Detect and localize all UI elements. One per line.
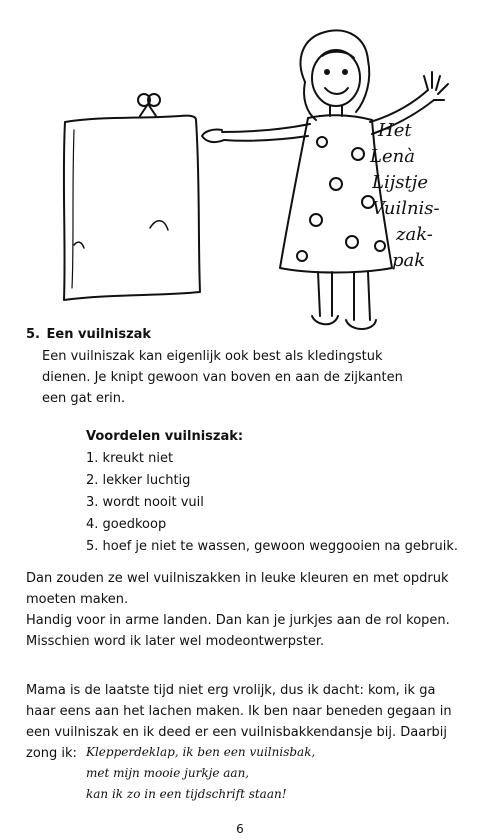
body-paragraph: Misschien word ik later wel modeontwerpster. <box>26 634 325 649</box>
section-number: 5. <box>26 327 40 342</box>
side-caption-line: Lenà <box>370 146 415 167</box>
list-item: 3. wordt nooit vuil <box>86 495 204 510</box>
poem-line: Klepperdeklap, ik ben een vuilnisbak, <box>86 745 316 759</box>
list-item: 2. lekker luchtig <box>86 473 191 488</box>
list-item: 5. hoef je niet te wassen, gewoon weggooien na gebruik. <box>86 539 459 554</box>
body-paragraph: Mama is de laatste tijd niet erg vrolijk, dus ik dacht: kom, ik ga haar eens aan het lachen maken. Ik ben naar beneden gegaan in een vuilniszak en ik deed er een vuilnisbakkendansje bij. Daarbij zong ik: <box>26 683 452 761</box>
section-title: Een vuilniszak <box>46 327 152 342</box>
list-item: 1. kreukt niet <box>86 451 174 466</box>
side-caption-line: pak <box>392 250 426 271</box>
section-heading <box>26 327 151 342</box>
advantages-list <box>86 448 458 558</box>
list-item: 4. goedkoop <box>86 517 167 532</box>
intro-paragraph: Een vuilniszak kan eigenlijk ook best als kledingstuk dienen. Je knipt gewoon van boven en aan de zijkanten een gat erin. <box>42 349 403 406</box>
side-caption-line: zak- <box>396 224 433 245</box>
trash-bag-drawing <box>64 94 200 300</box>
poem-line: kan ik zo in een tijdschrift staan! <box>86 787 287 801</box>
side-caption-line: Het <box>378 120 412 141</box>
handwritten-side-caption <box>366 118 466 274</box>
body-paragraph: Handig voor in arme landen. Dan kan je jurkjes aan de rol kopen. <box>26 613 450 628</box>
advantages-heading: Voordelen vuilniszak: <box>86 429 244 444</box>
body-paragraph: Dan zouden ze wel vuilniszakken in leuke kleuren en met opdruk moeten maken. <box>26 571 449 607</box>
side-caption-line: Lijstje <box>372 172 428 193</box>
poem-line: met mijn mooie jurkje aan, <box>86 766 250 780</box>
page-number: 6 <box>236 822 244 836</box>
poem <box>86 742 315 805</box>
side-caption-line: Vuilnis- <box>372 198 440 219</box>
